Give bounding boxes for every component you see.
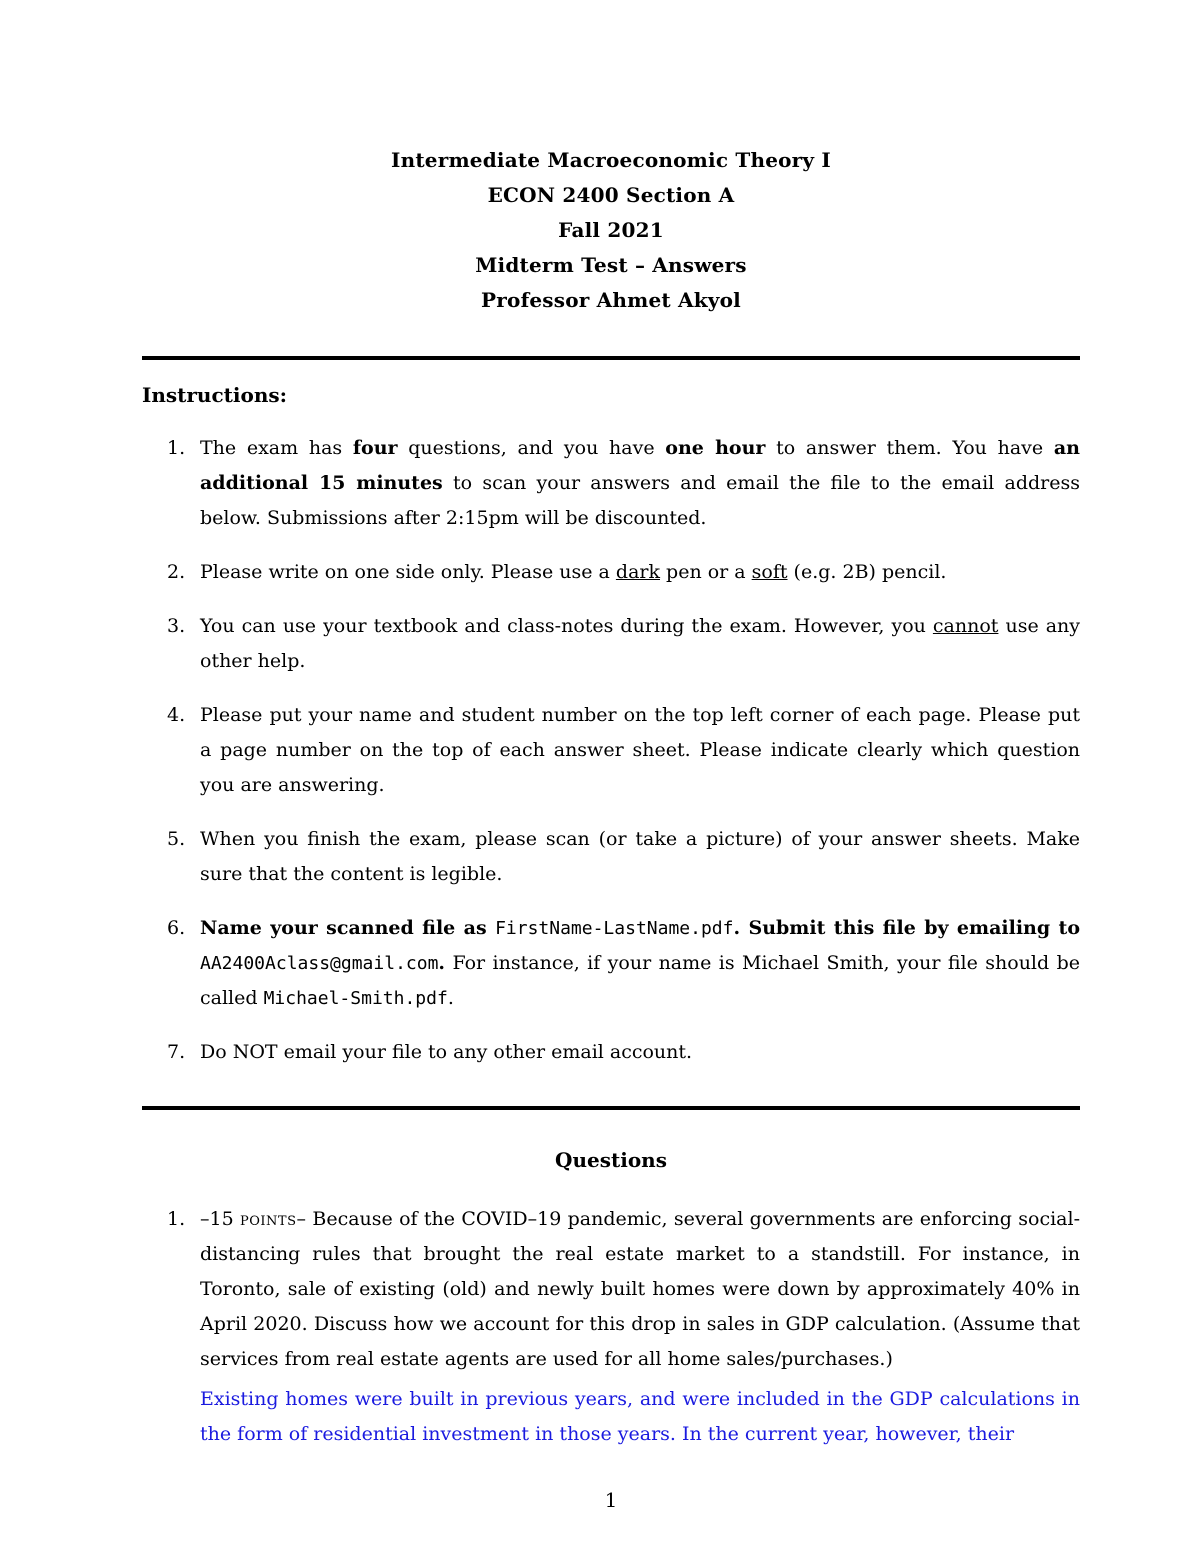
instruction-text: Please write on one side only. Please use a [200,561,616,583]
questions-heading: Questions [555,1148,667,1172]
instruction-text: dark [615,561,660,583]
instruction-text: four [352,437,398,459]
instruction-number: 2. [167,561,186,583]
instruction-text: Please put your name and student number on the top left corner of each page. Please put a page number on the top of each answer sheet. Please indicate clearly which question you are answering. [200,704,1080,796]
instruction-text: soft [751,561,788,583]
instruction-text: FirstName-LastName.pdf [495,918,734,939]
instructions-list [142,431,1080,1089]
instruction-text: For instance, if your name is Michael Smith, your file should be called [200,952,1080,1009]
title-block [0,143,1200,318]
instruction-number: 5. [167,828,186,850]
instruction-item [142,1035,1080,1070]
question-item [142,1202,1080,1452]
page-number: 1 [604,1488,618,1512]
instruction-text: to answer them. You have [765,437,1054,459]
instruction-number: 6. [167,917,186,939]
instruction-item [142,911,1080,1016]
points-suffix: – [296,1208,313,1230]
instruction-item [142,555,1080,590]
instruction-text: . [447,987,454,1009]
instruction-item [142,698,1080,803]
instruction-text: to scan your answers and email the file to the email address below. Submissions after 2:15pm will be discounted. [200,472,1080,529]
points-label: points [240,1208,297,1230]
instruction-text: The exam has [200,437,353,459]
instruction-item [142,609,1080,679]
answer-text: Existing homes were built in previous years, and were included in the GDP calculations in the form of residential investment in those years. In the current year, however, their [200,1388,1080,1445]
instruction-number: 7. [167,1041,186,1063]
instruction-text: use any other help. [200,615,1081,672]
instruction-text: (e.g. 2B) pencil. [787,561,947,583]
course-section: ECON 2400 Section A [487,183,735,207]
horizontal-rule-top [142,356,1080,360]
instructions-heading: Instructions: [142,383,288,407]
instruction-number: 4. [167,704,186,726]
horizontal-rule-bottom [142,1106,1080,1110]
instruction-text: . [438,952,446,974]
instruction-text: pen or a [660,561,752,583]
instruction-text: an additional 15 minutes [200,437,1080,494]
instruction-number: 3. [167,615,186,637]
instruction-item [142,431,1080,536]
instruction-text: Name your scanned file as [200,917,496,939]
instruction-text: one hour [665,437,766,459]
instruction-item [142,822,1080,892]
course-title: Intermediate Macroeconomic Theory I [391,148,831,172]
instruction-text: You can use your textbook and class-notes during the exam. However, you [200,615,933,637]
instruction-text: When you finish the exam, please scan (or take a picture) of your answer sheets. Make sure that the content is legible. [200,828,1080,885]
instruction-text: AA2400Aclass@gmail.com [200,953,439,974]
professor-name: Professor Ahmet Akyol [481,288,741,312]
term: Fall 2021 [558,218,664,242]
instruction-text: . Submit this file by emailing to [733,917,1080,939]
exam-name: Midterm Test – Answers [475,253,747,277]
question-text: Because of the COVID–19 pandemic, several governments are enforcing social-distancing rules that brought the real estate market to a standstill. For instance, in Toronto, sale of existing (old) and newly built homes were down by approximately 40% in April 2020. Discuss how we account for this drop in sales in GDP calculation. (Assume that services from real estate agents are used for all home sales/purchases.) [200,1208,1080,1370]
instruction-text: questions, and you have [397,437,666,459]
instruction-text: Do NOT email your file to any other email account. [200,1041,693,1063]
instruction-number: 1. [167,437,186,459]
points-prefix: –15 [200,1208,241,1230]
question-number: 1. [167,1208,186,1230]
instruction-text: Michael-Smith.pdf [263,988,448,1009]
instruction-text: cannot [932,615,999,637]
questions-list [142,1202,1080,1471]
